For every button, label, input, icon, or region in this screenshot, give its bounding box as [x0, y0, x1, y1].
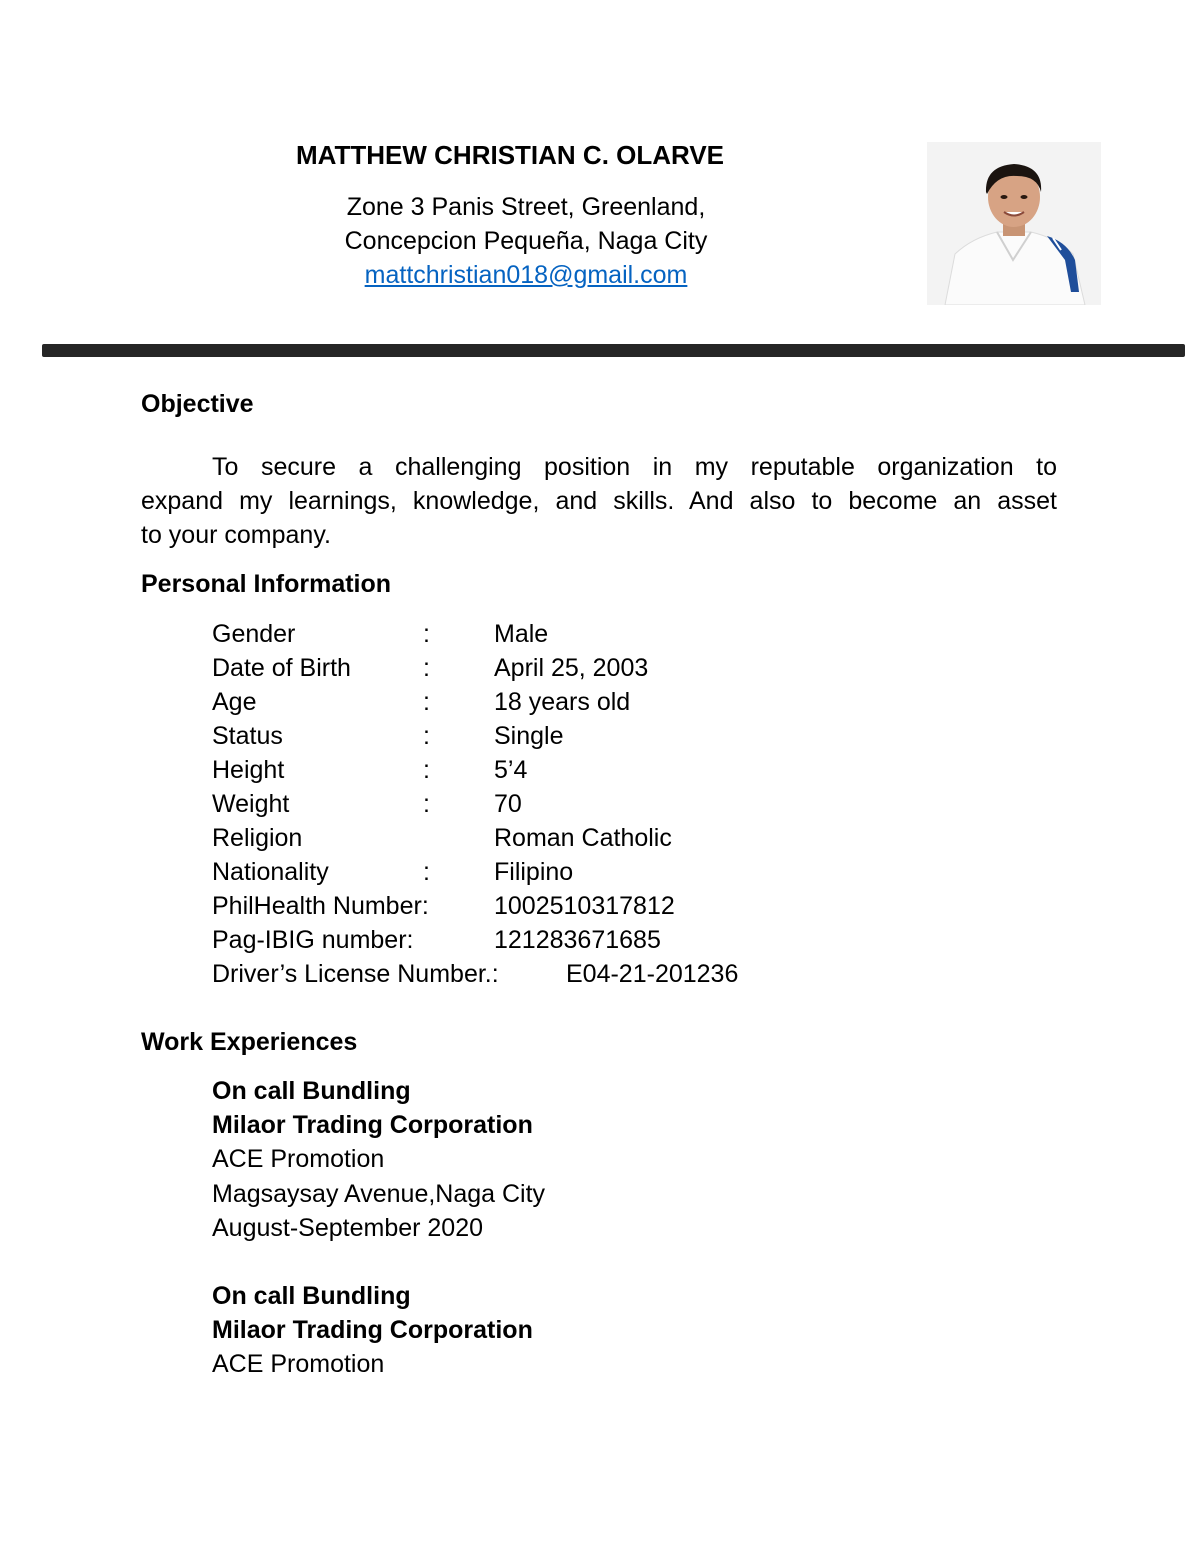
info-label-status: Status	[212, 722, 283, 750]
info-value-nationality: Filipino	[494, 858, 574, 886]
info-label-license: Driver’s License Number.:	[212, 960, 499, 988]
info-colon: :	[423, 756, 430, 784]
info-colon: :	[423, 722, 430, 750]
info-label-religion: Religion	[212, 824, 303, 852]
address-line-1: Zone 3 Panis Street, Greenland,	[346, 193, 706, 221]
address-line-2: Concepcion Pequeña, Naga City	[344, 227, 708, 255]
info-label-pagibig: Pag-IBIG number:	[212, 926, 414, 954]
job-company: Milaor Trading Corporation	[212, 1316, 533, 1344]
job-project: ACE Promotion	[212, 1350, 385, 1378]
job-dates: August-September 2020	[212, 1214, 484, 1242]
info-value-religion: Roman Catholic	[494, 824, 672, 852]
info-label-philhealth: PhilHealth Number:	[212, 892, 429, 920]
email-line	[0, 261, 1052, 290]
header-divider	[42, 344, 1185, 357]
info-value-age: 18 years old	[494, 688, 631, 716]
info-value-weight: 70	[494, 790, 522, 818]
info-label-gender: Gender	[212, 620, 296, 648]
info-value-height: 5’4	[494, 756, 528, 784]
info-colon: :	[423, 620, 430, 648]
info-value-gender: Male	[494, 620, 549, 648]
objective-line: to your company.	[141, 521, 331, 549]
info-label-height: Height	[212, 756, 285, 784]
info-value-status: Single	[494, 722, 564, 750]
info-label-weight: Weight	[212, 790, 290, 818]
email-link[interactable]: mattchristian018@gmail.com	[364, 261, 688, 289]
info-value-license: E04-21-201236	[566, 960, 739, 988]
objective-paragraph	[141, 450, 1057, 552]
job-location: Magsaysay Avenue,Naga City	[212, 1180, 546, 1208]
personal-info-heading: Personal Information	[141, 570, 392, 598]
info-colon: :	[423, 858, 430, 886]
info-colon: :	[423, 654, 430, 682]
job-company: Milaor Trading Corporation	[212, 1111, 533, 1139]
info-colon: :	[423, 790, 430, 818]
resume-name: MATTHEW CHRISTIAN C. OLARVE	[295, 140, 725, 170]
job-position: On call Bundling	[212, 1077, 411, 1105]
info-label-birthdate: Date of Birth	[212, 654, 351, 682]
info-label-age: Age	[212, 688, 257, 716]
info-colon: :	[423, 688, 430, 716]
profile-photo	[927, 142, 1101, 305]
info-value-philhealth: 1002510317812	[494, 892, 675, 920]
job-position: On call Bundling	[212, 1282, 411, 1310]
info-value-pagibig: 121283671685	[494, 926, 661, 954]
job-project: ACE Promotion	[212, 1145, 385, 1173]
work-experiences-heading: Work Experiences	[141, 1028, 358, 1056]
objective-heading: Objective	[141, 390, 254, 418]
objective-line: To secure a challenging position in my reputable organization to	[212, 453, 1057, 481]
info-label-nationality: Nationality	[212, 858, 329, 886]
objective-line: expand my learnings, knowledge, and skills. And also to become an asset	[141, 487, 1057, 515]
info-value-birthdate: April 25, 2003	[494, 654, 649, 682]
